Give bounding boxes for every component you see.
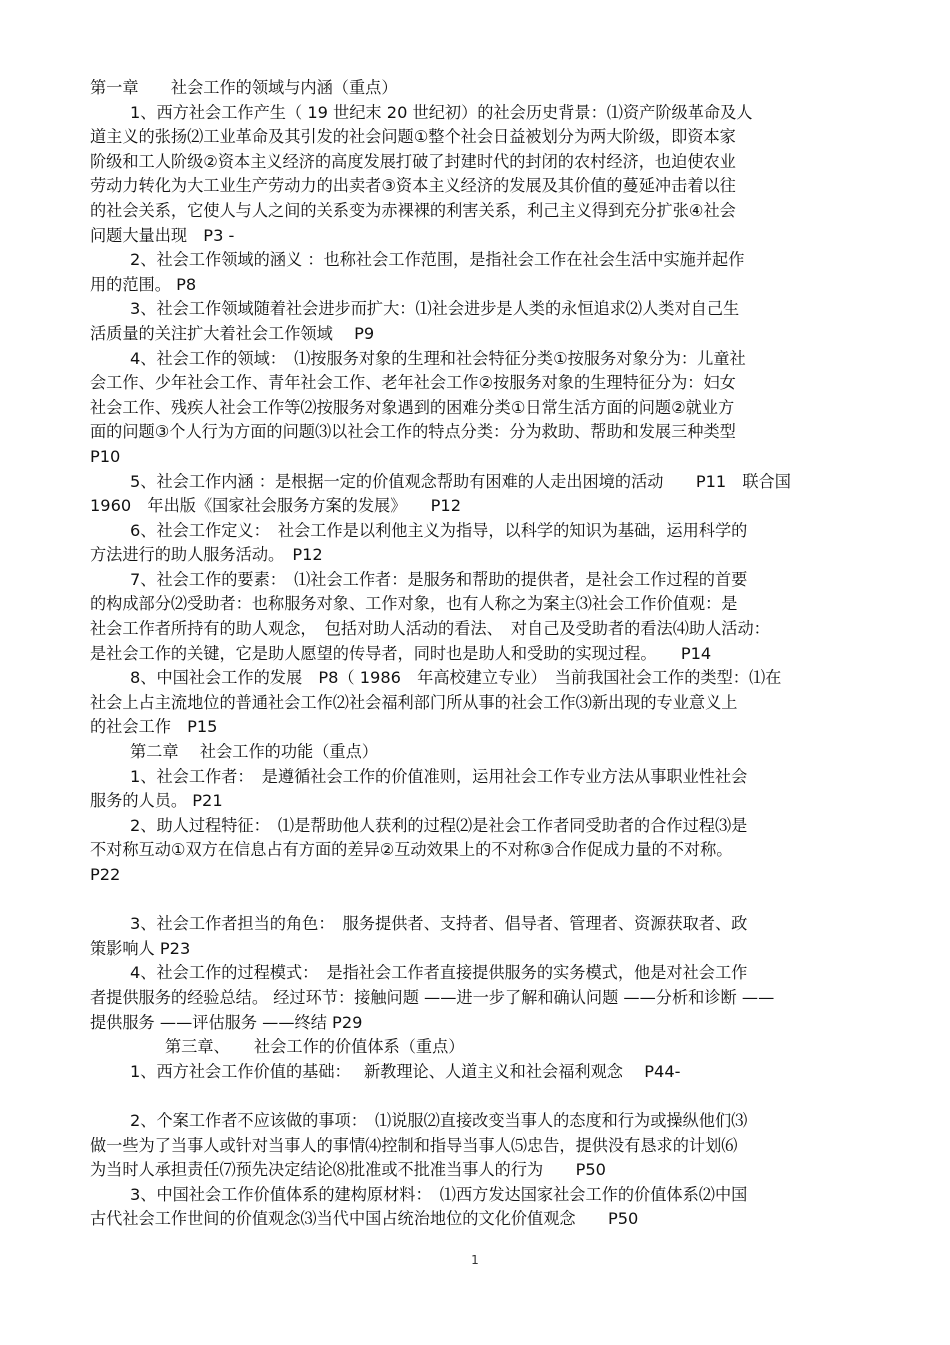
text-line: 用的范围。 P8 bbox=[90, 274, 197, 294]
text-line: 2、助人过程特征： ⑴是帮助他人获利的过程⑵是社会工作者同受助者的合作过程⑶是 bbox=[130, 815, 748, 835]
text-line: 3、社会工作者担当的角色： 服务提供者、支持者、倡导者、管理者、资源获取者、政 bbox=[130, 914, 748, 934]
text-line: 第二章 社会工作的功能（重点） bbox=[130, 742, 378, 762]
text-line: 社会上占主流地位的普通社会工作⑵社会福利部门所从事的社会工作⑶新出现的专业意义上 bbox=[90, 692, 738, 712]
text-line: 者提供服务的经验总结。 经过环节：接触问题 ——进一步了解和确认问题 ——分析和诊断 —— bbox=[90, 987, 775, 1007]
text-line: 方法进行的助人服务活动。 P12 bbox=[90, 545, 323, 565]
text-line: 1、西方社会工作产生（ 19 世纪末 20 世纪初）的社会历史背景：⑴资产阶级革命及人 bbox=[130, 102, 753, 122]
text-line: 8、中国社会工作的发展 P8（ 1986 年高校建立专业） 当前我国社会工作的类型：⑴在 bbox=[130, 668, 782, 688]
document-body bbox=[90, 76, 865, 1232]
text-line: 道主义的张扬⑵工业革命及其引发的社会问题①整个社会日益被划分为两大阶级，即资本家 bbox=[90, 127, 736, 147]
text-line: 做一些为了当事人或针对当事人的事情⑷控制和指导当事人⑸忠告，提供没有恳求的计划⑹ bbox=[90, 1135, 738, 1155]
text-line: 第三章、 社会工作的价值体系（重点） bbox=[165, 1037, 465, 1057]
text-line: 社会工作者所持有的助人观念， 包括对助人活动的看法、 对自己及受助者的看法⑷助人活动： bbox=[90, 619, 770, 639]
text-line: 第一章 社会工作的领域与内涵（重点） bbox=[90, 78, 398, 97]
text-line: P10 bbox=[90, 446, 121, 466]
text-line: 古代社会工作世间的价值观念⑶当代中国占统治地位的文化价值观念 P50 bbox=[90, 1209, 639, 1229]
page-number: 1 bbox=[471, 1253, 479, 1267]
text-line: 策影响人 P23 bbox=[90, 938, 191, 958]
text-line: 3、社会工作领域随着社会进步而扩大：⑴社会进步是人类的永恒追求⑵人类对自己生 bbox=[130, 299, 740, 319]
text-line: 活质量的关注扩大着社会工作领域 P9 bbox=[90, 323, 375, 343]
text-line: 4、社会工作的过程模式： 是指社会工作者直接提供服务的实务模式，他是对社会工作 bbox=[130, 963, 748, 983]
text-line: 4、社会工作的领域： ⑴按服务对象的生理和社会特征分类①按服务对象分为：儿童社 bbox=[130, 348, 746, 368]
text-line: 社会工作、残疾人社会工作等⑵按服务对象遇到的困难分类①日常生活方面的问题②就业方 bbox=[90, 397, 735, 417]
text-line: 为当时人承担责任⑺预先决定结论⑻批准或不批准当事人的行为 P50 bbox=[90, 1160, 606, 1180]
text-line: 面的问题③个人行为方面的问题⑶以社会工作的特点分类：分为救助、帮助和发展三种类型 bbox=[90, 422, 736, 442]
text-line: 服务的人员。 P21 bbox=[90, 791, 223, 811]
blank-line bbox=[90, 888, 865, 913]
text-line: 1、西方社会工作价值的基础： 新教理论、人道主义和社会福利观念 P44- bbox=[130, 1061, 681, 1081]
text-line: 问题大量出现 P3 - bbox=[90, 225, 235, 245]
text-line: 2、社会工作领域的涵义 ：也称社会工作范围，是指社会工作在社会生活中实施并起作 bbox=[130, 250, 745, 270]
text-line: 的构成部分⑵受助者：也称服务对象、工作对象，也有人称之为案主⑶社会工作价值观：是 bbox=[90, 594, 738, 614]
text-line: P22 bbox=[90, 865, 121, 884]
text-line: 是社会工作的关键，它是助人愿望的传导者，同时也是助人和受助的实现过程。 P14 bbox=[90, 643, 712, 663]
text-line: 会工作、少年社会工作、青年社会工作、老年社会工作②按服务对象的生理特征分为：妇女 bbox=[90, 373, 736, 393]
text-line: 3、中国社会工作价值体系的建构原材料： ⑴西方发达国家社会工作的价值体系⑵中国 bbox=[130, 1184, 748, 1204]
text-line: 6、社会工作定义： 社会工作是以利他主义为指导，以科学的知识为基础，运用科学的 bbox=[130, 520, 748, 540]
text-line: 阶级和工人阶级②资本主义经济的高度发展打破了封建时代的封闭的农村经济，也迫使农业 bbox=[90, 151, 736, 171]
text-line: 不对称互动①双方在信息占有方面的差异②互动效果上的不对称③合作促成力量的不对称。 bbox=[90, 840, 733, 860]
text-line: 劳动力转化为大工业生产劳动力的出卖者③资本主义经济的发展及其价值的蔓延冲击着以往 bbox=[90, 176, 736, 196]
text-line: 5、社会工作内涵 ：是根据一定的价值观念帮助有困难的人走出困境的活动 P11 联合国 bbox=[130, 471, 791, 491]
text-line: 的社会工作 P15 bbox=[90, 717, 218, 737]
text-line: 1960 年出版《国家社会服务方案的发展》 P12 bbox=[90, 496, 462, 516]
text-line: 的社会关系，它使人与人之间的关系变为赤裸裸的利害关系，利己主义得到充分扩张④社会 bbox=[90, 200, 736, 220]
text-line: 提供服务 ——评估服务 ——终结 P29 bbox=[90, 1012, 363, 1032]
text-line: 2、个案工作者不应该做的事项： ⑴说服⑵直接改变当事人的态度和行为或操纵他们⑶ bbox=[130, 1110, 748, 1130]
blank-line bbox=[90, 1084, 865, 1109]
text-line: 1、社会工作者： 是遵循社会工作的价值准则，运用社会工作专业方法从事职业性社会 bbox=[130, 766, 748, 786]
text-line: 7、社会工作的要素： ⑴社会工作者：是服务和帮助的提供者，是社会工作过程的首要 bbox=[130, 569, 748, 589]
